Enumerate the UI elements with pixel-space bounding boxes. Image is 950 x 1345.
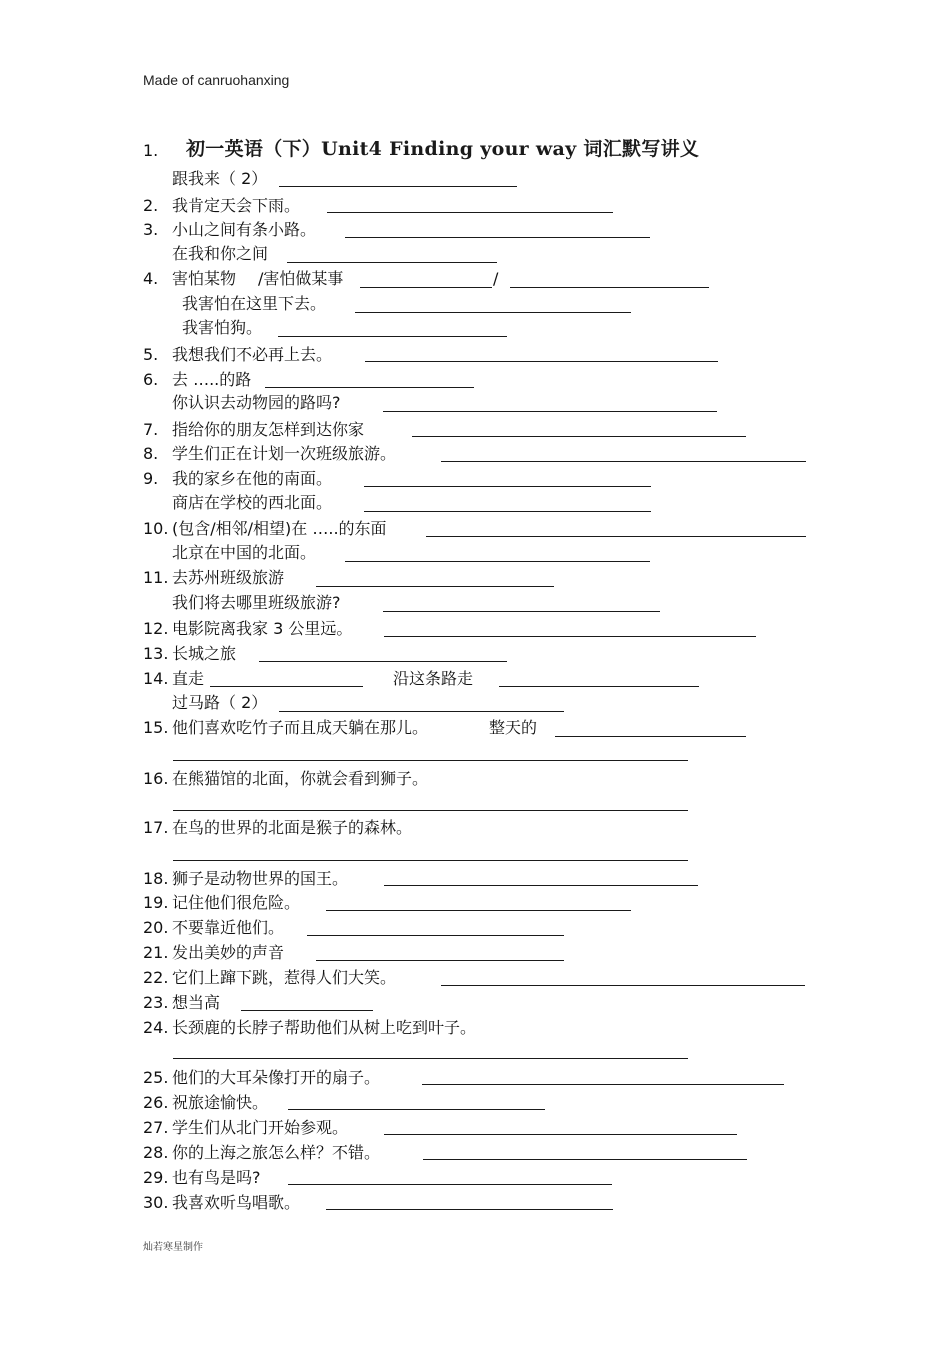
item-number: 10.: [143, 519, 169, 538]
item-number: 28.: [143, 1143, 169, 1162]
item-number: 17.: [143, 818, 169, 837]
answer-blank[interactable]: [426, 536, 806, 537]
answer-blank[interactable]: [345, 237, 650, 238]
answer-blank[interactable]: [278, 336, 507, 337]
prompt-text: 我想我们不必再上去。: [172, 345, 333, 364]
answer-blank[interactable]: [422, 1084, 784, 1085]
prompt-text: 北京在中国的北面。: [172, 543, 317, 562]
item-number: 30.: [143, 1193, 169, 1212]
answer-blank[interactable]: [412, 436, 746, 437]
prompt-text: 商店在学校的西北面。: [172, 493, 333, 512]
item-number: 21.: [143, 943, 169, 962]
prompt-text: 它们上蹿下跳，惹得人们大笑。: [172, 968, 397, 987]
prompt-text: 学生们正在计划一次班级旅游。: [172, 444, 397, 463]
answer-blank[interactable]: [173, 760, 688, 761]
answer-blank[interactable]: [316, 586, 554, 587]
prompt-text: /: [493, 269, 499, 288]
prompt-text: (包含/相邻/相望)在 …..的东面: [172, 519, 387, 538]
prompt-text: 发出美妙的声音: [172, 943, 285, 962]
item-number: 24.: [143, 1018, 169, 1037]
prompt-text: 祝旅途愉快。: [172, 1093, 269, 1112]
item-number: 27.: [143, 1118, 169, 1137]
prompt-text: 我害怕在这里下去。: [182, 294, 327, 313]
prompt-text: /害怕做某事: [258, 269, 344, 288]
prompt-text: 我喜欢听鸟唱歌。: [172, 1193, 301, 1212]
item-number: 3.: [143, 220, 159, 239]
answer-blank[interactable]: [423, 1159, 747, 1160]
prompt-text: 你认识去动物园的路吗?: [172, 393, 341, 412]
prompt-text: 学生们从北门开始参观。: [172, 1118, 349, 1137]
item-number: 2.: [143, 196, 159, 215]
answer-blank[interactable]: [365, 361, 718, 362]
prompt-text: 小山之间有条小路。: [172, 220, 317, 239]
answer-blank[interactable]: [327, 212, 613, 213]
answer-blank[interactable]: [364, 511, 651, 512]
answer-blank[interactable]: [384, 1134, 737, 1135]
answer-blank[interactable]: [555, 736, 746, 737]
prompt-text: 想当高: [172, 993, 221, 1012]
prompt-text: 我肯定天会下雨。: [172, 196, 301, 215]
answer-blank[interactable]: [383, 411, 717, 412]
prompt-text: 我害怕狗。: [182, 318, 263, 337]
item-number: 26.: [143, 1093, 169, 1112]
answer-blank[interactable]: [384, 885, 698, 886]
prompt-text: 直走: [172, 669, 205, 688]
item-number: 18.: [143, 869, 169, 888]
prompt-text: 记住他们很危险。: [172, 893, 301, 912]
answer-blank[interactable]: [259, 661, 507, 662]
item-number: 9.: [143, 469, 159, 488]
prompt-text: 害怕某物: [172, 269, 237, 288]
item-number: 15.: [143, 718, 169, 737]
answer-blank[interactable]: [326, 910, 631, 911]
page-title: 初一英语（下）Unit4 Finding your way 词汇默写讲义: [186, 138, 700, 160]
answer-blank[interactable]: [316, 960, 564, 961]
prompt-text: 在熊猫馆的北面，你就会看到狮子。: [172, 769, 429, 788]
answer-blank[interactable]: [265, 387, 474, 388]
item-number: 8.: [143, 444, 159, 463]
prompt-text: 不要靠近他们。: [172, 918, 285, 937]
prompt-text: 过马路（ 2）: [172, 693, 268, 712]
prompt-text: 整天的: [489, 718, 538, 737]
answer-blank[interactable]: [326, 1209, 613, 1210]
item-number: 14.: [143, 669, 169, 688]
prompt-text: 在鸟的世界的北面是猴子的森林。: [172, 818, 413, 837]
answer-blank[interactable]: [499, 686, 699, 687]
prompt-text: 沿这条路走: [393, 669, 474, 688]
prompt-text: 长城之旅: [172, 644, 237, 663]
answer-blank[interactable]: [241, 1010, 373, 1011]
item-number: 11.: [143, 568, 169, 587]
prompt-text: 狮子是动物世界的国王。: [172, 869, 349, 888]
answer-blank[interactable]: [173, 1058, 688, 1059]
prompt-text: 你的上海之旅怎么样？不错。: [172, 1143, 381, 1162]
answer-blank[interactable]: [287, 262, 497, 263]
prompt-text: 我们将去哪里班级旅游?: [172, 593, 341, 612]
page-header: Made of canruohanxing: [143, 72, 290, 88]
answer-blank[interactable]: [510, 287, 709, 288]
item-number: 5.: [143, 345, 159, 364]
item-number: 22.: [143, 968, 169, 987]
item-number: 19.: [143, 893, 169, 912]
prompt-text: 指给你的朋友怎样到达你家: [172, 420, 365, 439]
answer-blank[interactable]: [210, 686, 363, 687]
answer-blank[interactable]: [441, 461, 806, 462]
answer-blank[interactable]: [384, 636, 756, 637]
answer-blank[interactable]: [173, 860, 688, 861]
item-number: 29.: [143, 1168, 169, 1187]
prompt-text: 他们的大耳朵像打开的扇子。: [172, 1068, 381, 1087]
answer-blank[interactable]: [173, 810, 688, 811]
item-number: 6.: [143, 370, 159, 389]
item-number: 12.: [143, 619, 169, 638]
answer-blank[interactable]: [345, 561, 650, 562]
answer-blank[interactable]: [279, 711, 564, 712]
item-number: 25.: [143, 1068, 169, 1087]
item-number: 20.: [143, 918, 169, 937]
prompt-text: 我的家乡在他的南面。: [172, 469, 333, 488]
item-number: 7.: [143, 420, 159, 439]
answer-blank[interactable]: [383, 611, 660, 612]
prompt-text: 在我和你之间: [172, 244, 269, 263]
prompt-text: 去 …..的路: [172, 370, 252, 389]
item-number: 16.: [143, 769, 169, 788]
answer-blank[interactable]: [355, 312, 631, 313]
page-footer: 灿若寒星制作: [143, 1242, 203, 1253]
prompt-text: 他们喜欢吃竹子而且成天躺在那儿。: [172, 718, 429, 737]
answer-blank[interactable]: [288, 1109, 545, 1110]
answer-blank[interactable]: [364, 486, 651, 487]
prompt-text: 长颈鹿的长脖子帮助他们从树上吃到叶子。: [172, 1018, 477, 1037]
answer-blank[interactable]: [279, 186, 517, 187]
prompt-text: 电影院离我家 3 公里远。: [172, 619, 353, 638]
prompt-text: 去苏州班级旅游: [172, 568, 285, 587]
answer-blank[interactable]: [288, 1184, 612, 1185]
item-number: 1.: [143, 141, 159, 160]
item-number: 13.: [143, 644, 169, 663]
item-number: 23.: [143, 993, 169, 1012]
answer-blank[interactable]: [441, 985, 805, 986]
item-number: 4.: [143, 269, 159, 288]
answer-blank[interactable]: [307, 935, 564, 936]
answer-blank[interactable]: [360, 287, 492, 288]
prompt-text: 也有鸟是吗?: [172, 1168, 261, 1187]
prompt-text: 跟我来（ 2）: [172, 169, 268, 188]
